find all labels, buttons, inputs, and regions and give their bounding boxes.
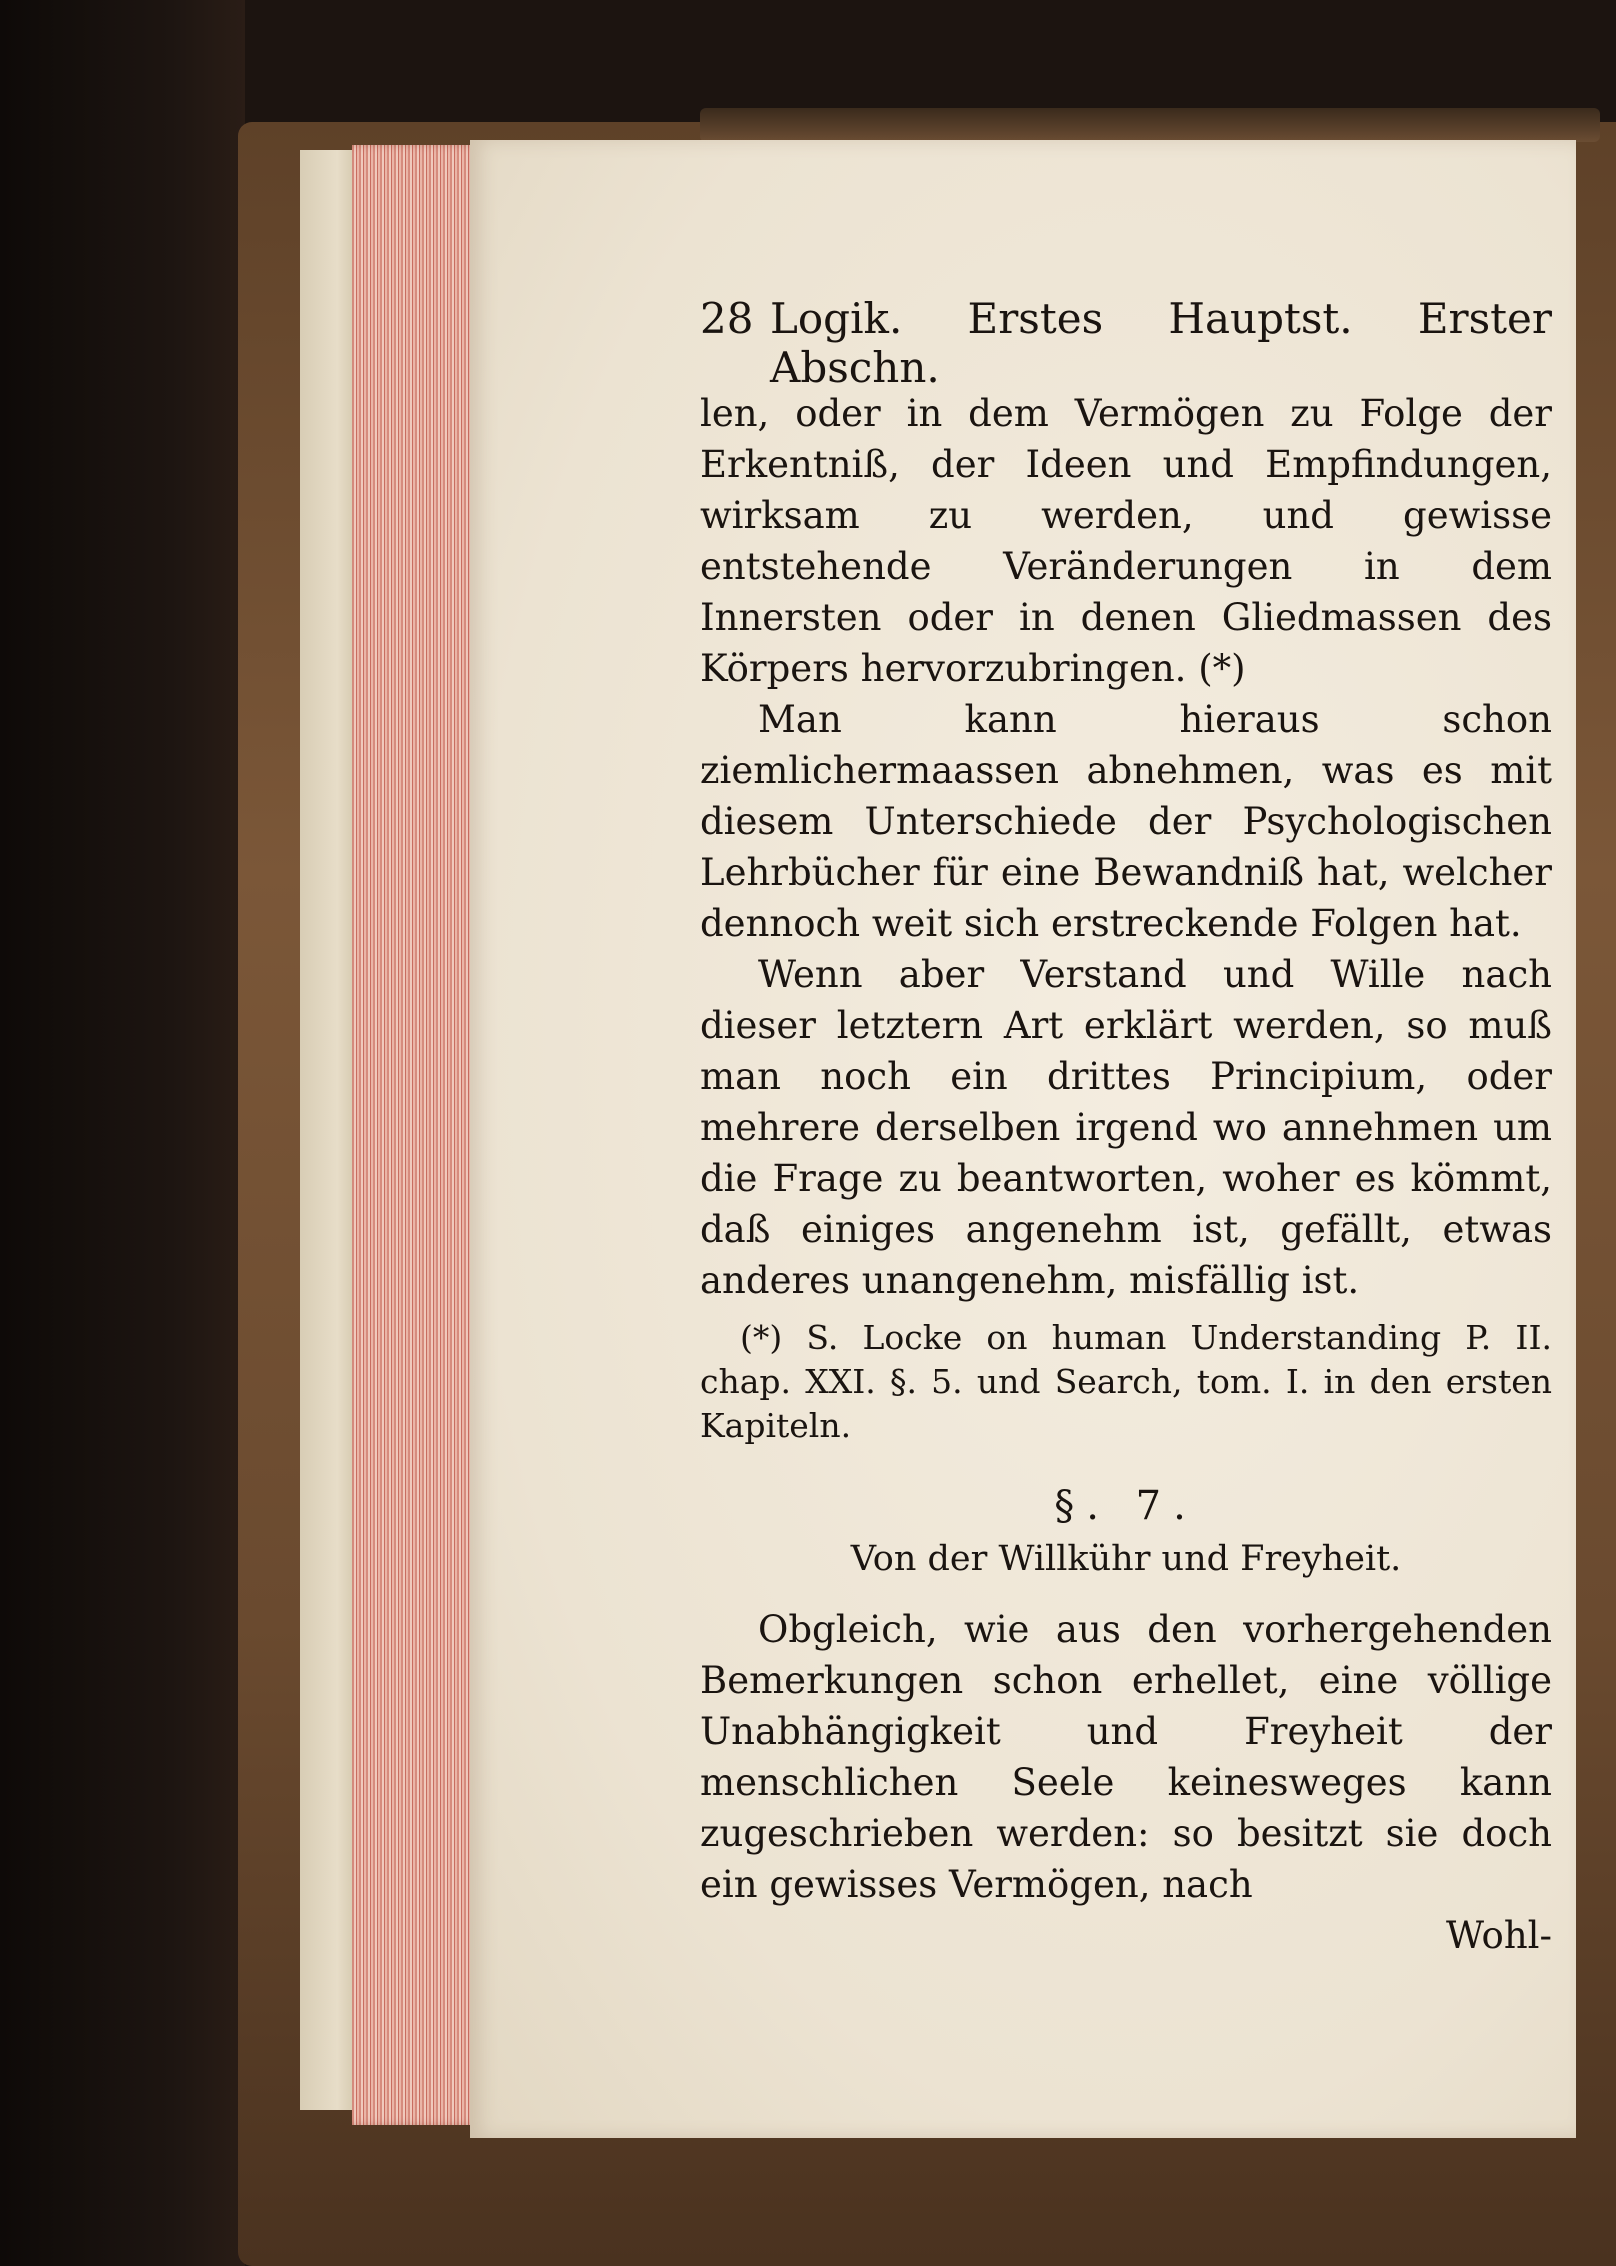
running-title: Logik. Erstes Hauptst. Erster Abschn. (770, 294, 1552, 392)
red-page-edges (352, 145, 480, 2125)
background (0, 0, 245, 2266)
paragraph-2: Man kann hieraus schon ziemlichermaassen abnehmen, was es mit diesem Unterschiede der Psychologischen Lehrbücher für eine Bewandniß hat, welcher dennoch weit sich erstreckende Folgen hat. (700, 698, 1552, 945)
section-number: §. 7. (1054, 1483, 1198, 1529)
catchword: Wohl- (1446, 1914, 1552, 1957)
section-title: Von der Willkühr und Freyheit. (850, 1539, 1402, 1579)
paragraph-1: len, oder in dem Vermögen zu Folge der Erkentniß, der Ideen und Empfindungen, wirksam zu werden, und gewisse entstehende Veränderungen in dem Innersten oder in denen Gliedmassen des Körpers hervorzubringen. (*) (700, 392, 1552, 690)
paragraph-3: Wenn aber Verstand und Wille nach dieser letztern Art erklärt werden, so muß man noch ein drittes Principium, oder mehrere derselben irgend wo annehmen um die Frage zu beantworten, woher es kömmt, daß einiges angenehm ist, gefällt, etwas anderes unangenehm, misfällig ist. (700, 953, 1552, 1302)
running-header (700, 294, 1552, 392)
footnote: (*) S. Locke on human Understanding P. II. chap. XXI. §. 5. und Search, tom. I. in den ersten Kapiteln. (700, 1318, 1552, 1445)
section-paragraph: Obgleich, wie aus den vorhergehenden Bemerkungen schon erhellet, eine völlige Unabhängigkeit und Freyheit der menschlichen Seele keinesweges kann zugeschrieben werden: so besitzt sie doch ein gewisses Vermögen, nach (700, 1608, 1552, 1906)
page-number: 28 (700, 294, 754, 343)
book-spine-top (700, 108, 1600, 142)
page-body (700, 388, 1552, 1961)
